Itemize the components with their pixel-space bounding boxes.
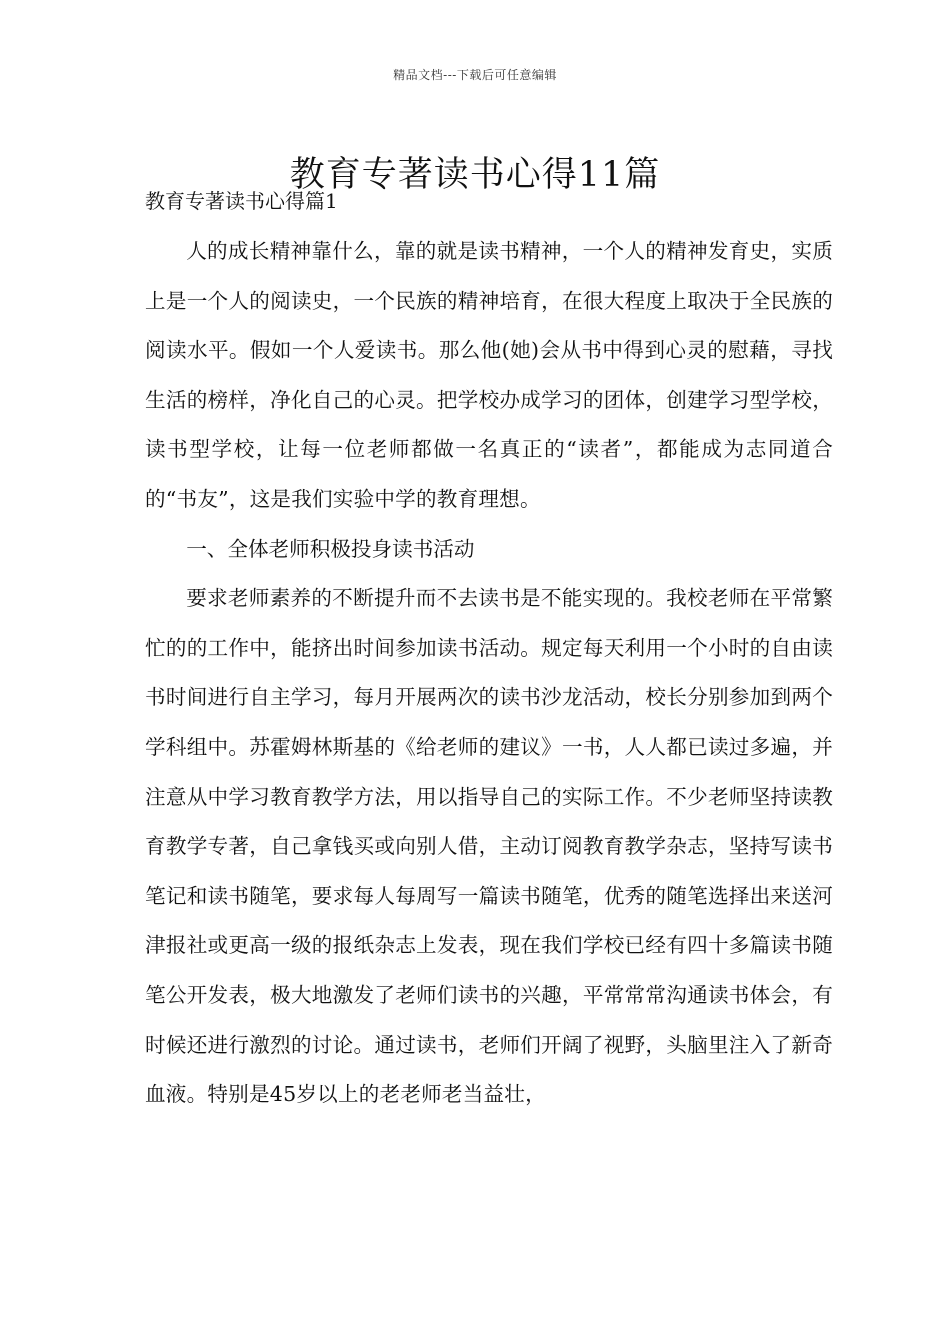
section-title: 教育专著读书心得篇1 (145, 189, 338, 213)
page-header: 精品文档---下载后可任意编辑 (393, 68, 557, 82)
document-body (145, 177, 833, 1120)
document-title: 教育专著读书心得11篇 (289, 155, 661, 196)
paragraph-teachers-reading: 要求老师素养的不断提升而不去读书是不能实现的。我校老师在平常繁忙的的工作中，能挤出时间参加读书活动。规定每天利用一个小时的自由读书时间进行自主学习，每月开展两次的读书沙龙活动，校长分别参加到两个学科组中。苏霍姆林斯基的《给老师的建议》一书，人人都已读过多遍，并注意从中学习教育教学方法，用以指导自己的实际工作。不少老师坚持读教育教学专著，自己拿钱买或向别人借，主动订阅教育教学杂志，坚持写读书笔记和读书随笔，要求每人每周写一篇读书随笔，优秀的随笔选择出来送河津报社或更高一级的报纸杂志上发表，现在我们学校已经有四十多篇读书随笔公开发表，极大地激发了老师们读书的兴趣，平常常常沟通读书体会，有时候还进行激烈的讨论。通过读书，老师们开阔了视野，头脑里注入了新奇血液。特别是45岁以上的老老师老当益壮， (145, 586, 833, 1107)
subheading-reading-activity: 一、全体老师积极投身读书活动 (186, 536, 475, 561)
paragraph-intro: 人的成长精神靠什么，靠的就是读书精神，一个人的精神发育史，实质上是一个人的阅读史，一个民族的精神培育，在很大程度上取决于全民族的阅读水平。假如一个人爱读书。那么他(她)会从书中得到心灵的慰藉，寻找生活的榜样，净化自己的心灵。把学校办成学习的团体，创建学习型学校，读书型学校，让每一位老师都做一名真正的“读者”，都能成为志同道合的“书友”，这是我们实验中学的教育理想。 (145, 239, 833, 511)
